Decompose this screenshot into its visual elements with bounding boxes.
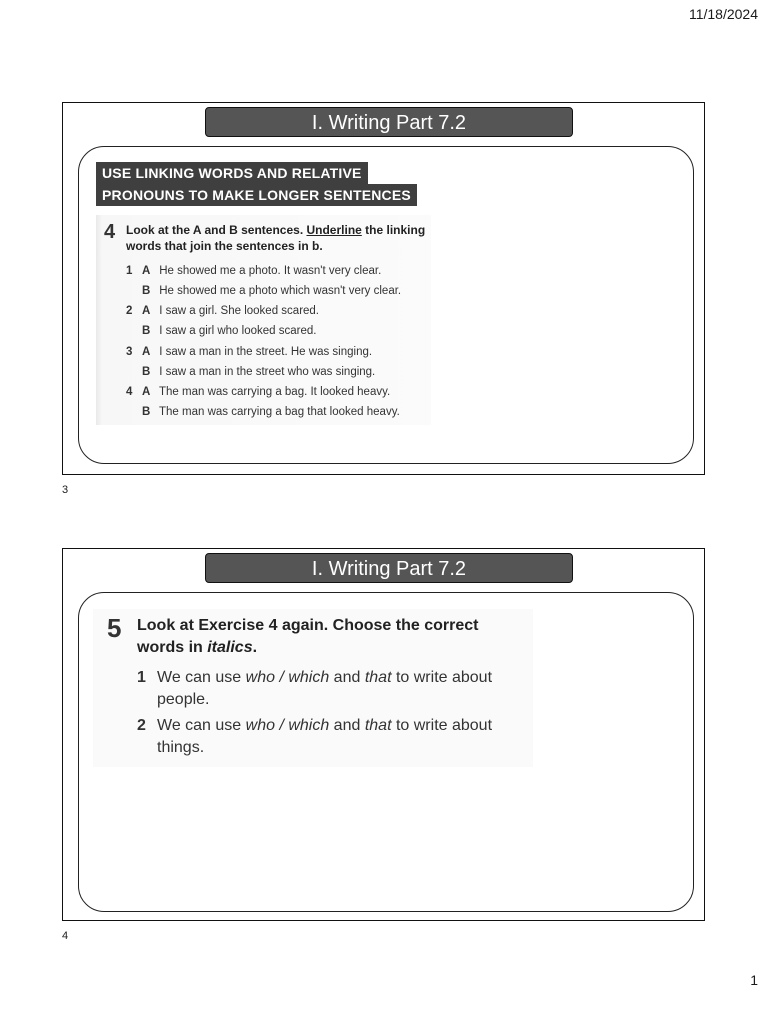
item-4-a: 4 A The man was carrying a bag. It looked heavy. (126, 386, 391, 398)
exercise-item-1: 1 We can use who / which and that to write about people. (137, 669, 493, 708)
exercise-instruction: Look at the A and B sentences. Underline the linking words that join the sentences in b. (126, 223, 426, 253)
item-4-b: B The man was carrying a bag that looked heavy. (142, 406, 400, 418)
exercise-instruction: Look at Exercise 4 again. Choose the correct words in italics. (137, 617, 479, 656)
exercise-number: 4 (104, 221, 116, 243)
section-heading (96, 162, 417, 206)
print-date: 11/18/2024 (688, 6, 758, 22)
section-heading-line-1: USE LINKING WORDS AND RELATIVE (96, 162, 368, 184)
item-3-b: B I saw a man in the street who was singing. (142, 366, 376, 378)
slide-title: I. Writing Part 7.2 (205, 553, 573, 583)
item-2-b: B I saw a girl who looked scared. (142, 325, 317, 337)
item-1-b: B He showed me a photo which wasn't very clear. (142, 285, 402, 297)
exercise-item-2: 2 We can use who / which and that to write about things. (137, 717, 493, 756)
exercise-4 (96, 215, 431, 425)
slide-3 (62, 102, 705, 475)
exercise-5 (93, 609, 533, 767)
slide-4 (62, 548, 705, 921)
section-heading-line-2: PRONOUNS TO MAKE LONGER SENTENCES (96, 184, 417, 206)
slide-title: I. Writing Part 7.2 (205, 107, 573, 137)
slide-number: 3 (62, 484, 69, 496)
item-3-a: 3 A I saw a man in the street. He was singing. (126, 346, 373, 358)
page-number: 1 (750, 972, 758, 988)
item-2-a: 2 A I saw a girl. She looked scared. (126, 305, 320, 317)
item-1-a: 1 A He showed me a photo. It wasn't very clear. (126, 265, 382, 277)
slide-number: 4 (62, 930, 69, 942)
exercise-number: 5 (107, 613, 122, 643)
